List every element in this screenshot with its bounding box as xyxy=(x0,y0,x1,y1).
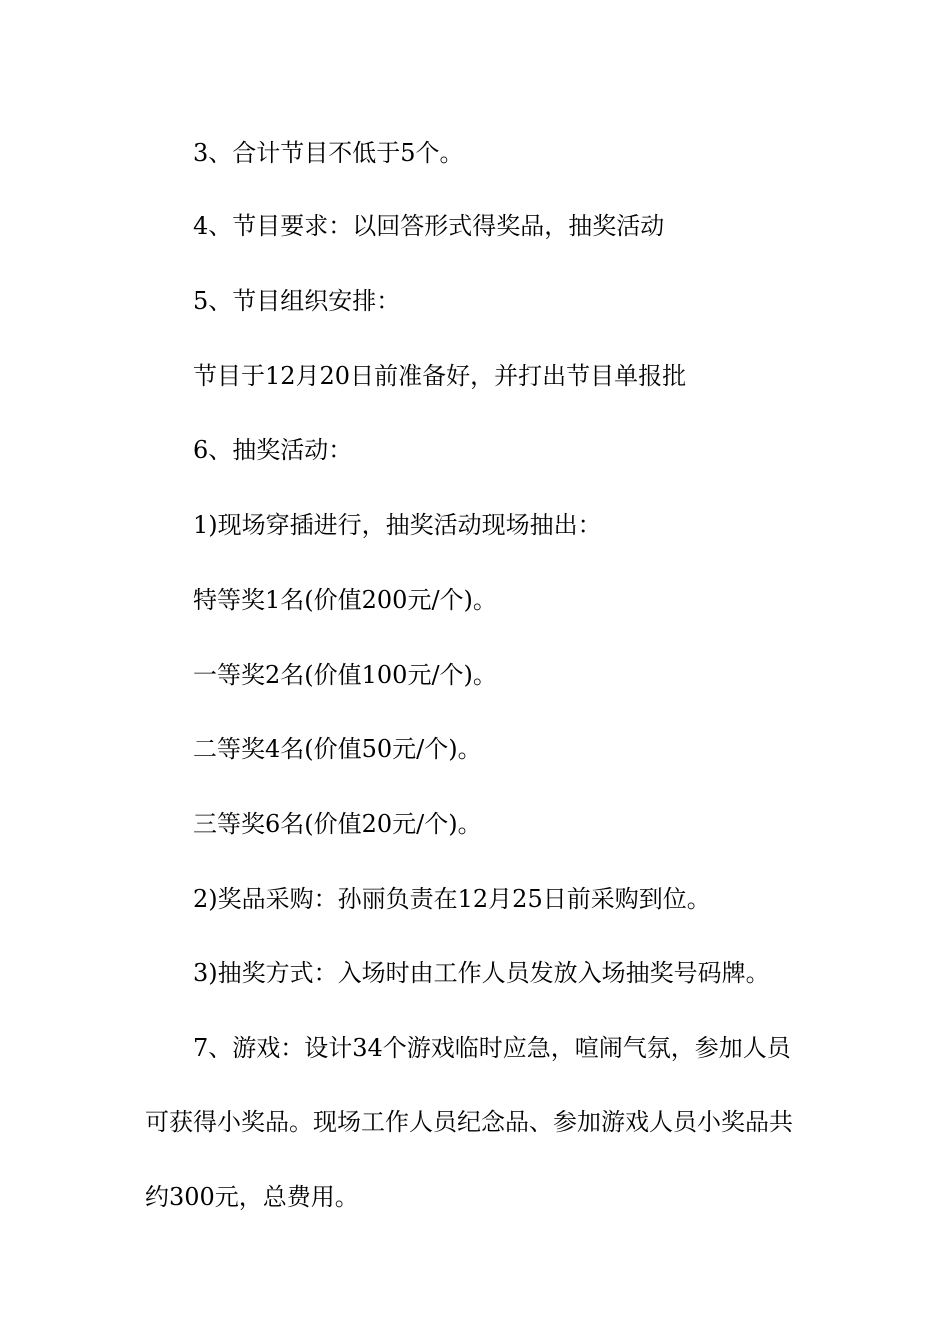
paragraph-line-3: 5、节目组织安排： xyxy=(193,287,401,315)
paragraph-line-7: 特等奖1名(价值200元/个)。 xyxy=(193,586,497,614)
paragraph-line-10: 三等奖6名(价值20元/个)。 xyxy=(193,810,482,838)
paragraph-line-1: 3、合计节目不低于5个。 xyxy=(193,139,464,167)
paragraph-line-6: 1)现场穿插进行，抽奖活动现场抽出： xyxy=(193,511,602,539)
paragraph-line-13: 7、游戏：设计34个游戏临时应急，喧闹气氛，参加人员 xyxy=(193,1034,791,1062)
paragraph-line-11: 2)奖品采购：孙丽负责在12月25日前采购到位。 xyxy=(193,885,711,913)
paragraph-line-15: 约300元，总费用。 xyxy=(145,1183,359,1211)
paragraph-line-12: 3)抽奖方式：入场时由工作人员发放入场抽奖号码牌。 xyxy=(193,959,770,987)
paragraph-line-5: 6、抽奖活动： xyxy=(193,436,353,464)
paragraph-line-4: 节目于12月20日前准备好，并打出节目单报批 xyxy=(193,362,687,390)
paragraph-line-2: 4、节目要求：以回答形式得奖品，抽奖活动 xyxy=(193,212,665,240)
paragraph-line-9: 二等奖4名(价值50元/个)。 xyxy=(193,735,482,763)
paragraph-line-14: 可获得小奖品。现场工作人员纪念品、参加游戏人员小奖品共 xyxy=(145,1108,793,1136)
paragraph-line-8: 一等奖2名(价值100元/个)。 xyxy=(193,661,497,689)
